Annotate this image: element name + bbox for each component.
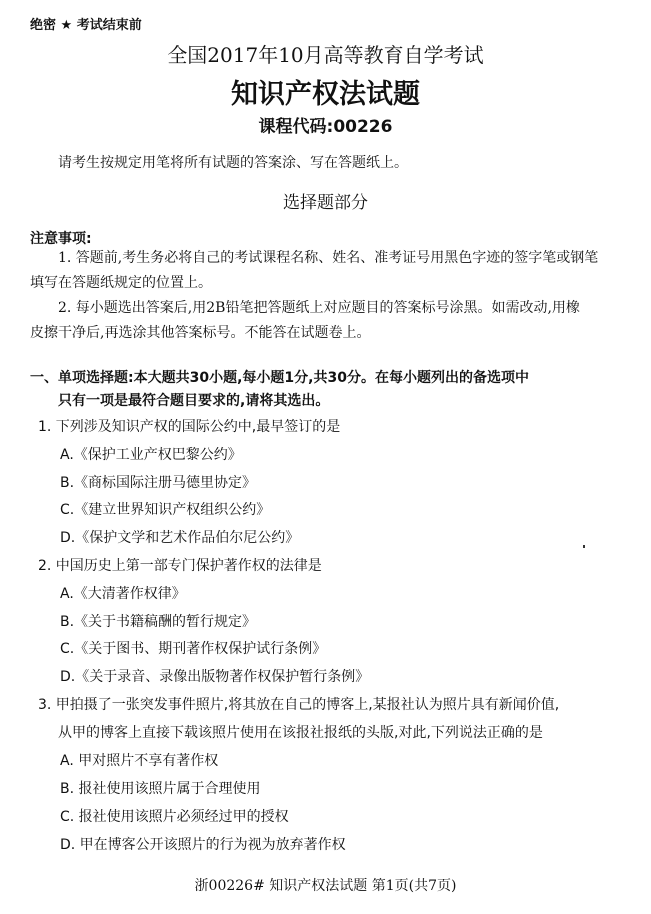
question-3-stem: 3. 甲拍摄了一张突发事件照片,将其放在自己的博客上,某报社认为照片具有新闻价值,	[38, 697, 560, 713]
note-item-1-line-2: 填写在答题纸规定的位置上。	[30, 275, 212, 291]
question-1-stem: 1. 下列涉及知识产权的国际公约中,最早签订的是	[38, 419, 341, 435]
question-3-option-c: C. 报社使用该照片必须经过甲的授权	[60, 809, 289, 825]
subject-title: 知识产权法试题	[231, 79, 420, 110]
note-item-1-line-1: 1. 答题前,考生务必将自己的考试课程名称、姓名、准考证号用黑色字迹的签字笔或钢笔	[58, 250, 599, 266]
page-footer: 浙00226# 知识产权法试题 第1页(共7页)	[194, 878, 457, 894]
question-3-option-d: D. 甲在博客公开该照片的行为视为放弃著作权	[60, 837, 346, 853]
question-2-stem: 2. 中国历史上第一部专门保护著作权的法律是	[38, 558, 322, 574]
exam-title: 全国2017年10月高等教育自学考试	[167, 43, 484, 67]
question-3-option-a: A. 甲对照片不享有著作权	[60, 753, 219, 769]
question-1-option-b: B.《商标国际注册马德里协定》	[60, 475, 257, 491]
course-code: 课程代码:00226	[258, 117, 393, 137]
confidentiality-label: 绝密 ★ 考试结束前	[30, 18, 142, 33]
section-heading: 选择题部分	[283, 193, 368, 213]
part-one-heading-line-2: 只有一项是最符合题目要求的,请将其选出。	[58, 393, 330, 409]
question-2-option-b: B.《关于书籍稿酬的暂行规定》	[60, 614, 257, 630]
question-1-option-a: A.《保护工业产权巴黎公约》	[60, 447, 242, 463]
question-1-option-d: D.《保护文学和艺术作品伯尔尼公约》	[60, 530, 300, 546]
question-1-option-c: C.《建立世界知识产权组织公约》	[60, 502, 271, 518]
question-2-option-a: A.《大清著作权律》	[60, 586, 186, 602]
question-2-option-d: D.《关于录音、录像出版物著作权保护暂行条例》	[60, 669, 370, 685]
part-one-heading-line-1: 一、单项选择题:本大题共30小题,每小题1分,共30分。在每小题列出的备选项中	[30, 370, 529, 386]
question-3-stem-continued: 从甲的博客上直接下载该照片使用在该报社报纸的头版,对此,下列说法正确的是	[58, 725, 543, 741]
question-3-option-b: B. 报社使用该照片属于合理使用	[60, 781, 261, 797]
notes-heading: 注意事项:	[30, 231, 92, 247]
stray-ink-mark	[583, 545, 585, 548]
answer-instruction: 请考生按规定用笔将所有试题的答案涂、写在答题纸上。	[58, 155, 408, 171]
question-2-option-c: C.《关于图书、期刊著作权保护试行条例》	[60, 641, 327, 657]
note-item-2-line-1: 2. 每小题选出答案后,用2B铅笔把答题纸上对应题目的答案标号涂黑。如需改动,用橡	[58, 300, 580, 316]
note-item-2-line-2: 皮擦干净后,再选涂其他答案标号。不能答在试题卷上。	[30, 325, 371, 341]
